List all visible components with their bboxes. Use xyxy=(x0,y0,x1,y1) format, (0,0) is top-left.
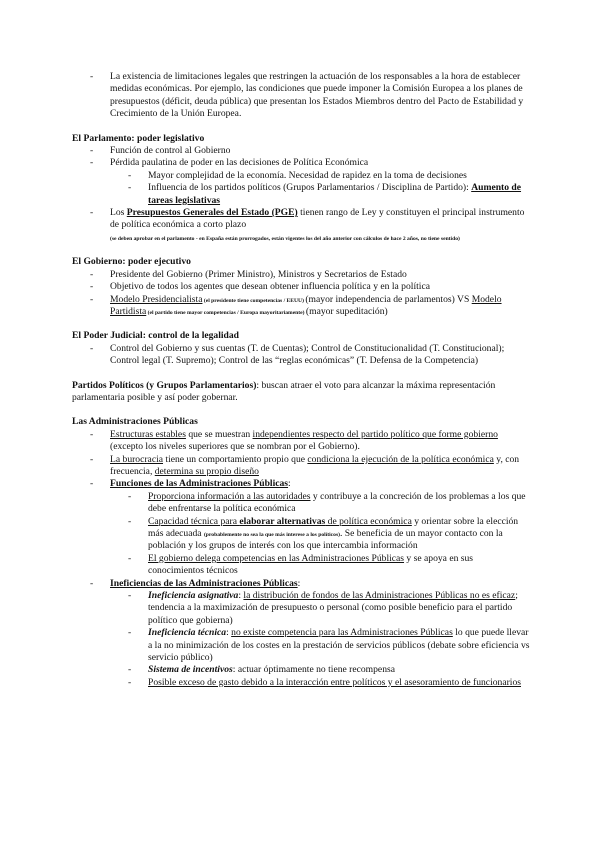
list-item xyxy=(72,207,530,244)
admin-list xyxy=(72,429,530,690)
admin-i2-t1: tiene un comportamiento propio que xyxy=(163,453,308,465)
admin-ineficiencias-heading: Ineficiencias de las Administraciones Públicas xyxy=(110,577,298,589)
admin-i2-u2: condiciona la ejecución de la política económica xyxy=(307,453,494,465)
list-item xyxy=(110,664,530,676)
bullet-dash: - xyxy=(128,552,132,564)
gobierno-item-3-note1: (el presidente tiene competencias / EEUU) xyxy=(202,297,306,304)
admin-f3-u: El gobierno delega competencias en las Administraciones Públicas xyxy=(148,552,405,564)
partidos-text: : buscan atraer el voto para alcanzar la máxima representación parlamentaria posible y así poder gobernar. xyxy=(72,379,496,403)
list-item xyxy=(110,590,530,627)
admin-f1-u: Proporciona información a las autoridades xyxy=(148,490,311,502)
parlamento-item-3-pre: Los xyxy=(110,207,127,219)
admin-e1-u: la distribución de fondos de las Administraciones Públicas no es eficaz xyxy=(243,590,516,602)
admin-funciones-heading: Funciones de las Administraciones Públicas xyxy=(110,478,289,490)
gobierno-heading xyxy=(72,256,530,268)
list-item xyxy=(72,157,530,207)
admin-e2-bi: Ineficiencia técnica xyxy=(148,627,227,639)
admin-f3-t: y se apoya en sus conocimientos técnicos xyxy=(148,552,474,577)
list-item xyxy=(110,553,530,578)
intro-text: La existencia de limitaciones legales que restringen la actuación de los responsables a la hora de establecer medidas económicas. Por ejemplo, las condiciones que puede imponer la Comisión Europea a los planes de presupuestos (déficit, deuda pública) que presentan los Estados Miembros dentro del Pacto de Estabilidad y Crecimiento de la Unión Europea. xyxy=(110,71,524,120)
gobierno-heading-b: : poder ejecutivo xyxy=(122,256,191,268)
gobierno-item-3-mid: (mayor independencia de parlamentos) VS xyxy=(305,293,472,305)
judicial-heading-b: : control de la legalidad xyxy=(142,330,240,342)
gobierno-item-3-note2: (el partido tiene mayor competencias / Europa mayoritariamente) xyxy=(146,309,306,316)
admin-f1-t: y contribuye a la concreción de los problemas a los que debe enfrentarse la política económica xyxy=(148,490,526,515)
intro-list xyxy=(72,71,530,121)
partidos-paragraph xyxy=(72,380,530,405)
judicial-list xyxy=(72,343,530,368)
admin-funciones-colon: : xyxy=(288,478,291,490)
parlamento-item-2: Pérdida paulatina de poder en las decisiones de Política Económica xyxy=(110,157,369,169)
admin-e3-bi: Sistema de incentivos xyxy=(148,664,233,676)
admin-e3-t: : actuar óptimamente no tiene recompensa xyxy=(232,664,395,676)
admin-i1-t2: (excepto los niveles superiores que se nombran por el Gobierno). xyxy=(110,441,360,453)
admin-f2-t1: y orientar sobre la elección más adecuada xyxy=(148,515,519,539)
parlamento-item-3-note: (se deben aprobar en el parlamento - en España están prorrogados, están vigentes los del año anterior con cálculos de hace 2 años, no tiene sentido) xyxy=(110,235,460,242)
bullet-dash: - xyxy=(90,428,94,440)
gobierno-item-3-u1: Modelo Presidencialista xyxy=(110,293,203,305)
bullet-dash: - xyxy=(128,590,132,602)
admin-heading xyxy=(72,416,530,428)
bullet-dash: - xyxy=(90,71,94,82)
bullet-dash: - xyxy=(128,490,132,502)
gobierno-item-3-end: (mayor supeditación) xyxy=(305,305,388,317)
admin-f2-bu: elaborar alternativas xyxy=(239,515,326,527)
bullet-dash: - xyxy=(128,676,132,688)
list-item xyxy=(72,281,530,293)
list-item xyxy=(110,677,530,689)
admin-e4-u: Posible exceso de gasto debido a la interacción entre políticos y el asesoramiento de funcionarios xyxy=(148,676,521,688)
parlamento-list xyxy=(72,145,530,244)
bullet-dash: - xyxy=(128,627,132,639)
list-item xyxy=(72,429,530,454)
judicial-heading xyxy=(72,330,530,342)
partidos-bold: Partidos Políticos (y Grupos Parlamentarios) xyxy=(72,379,257,391)
bullet-dash: - xyxy=(90,293,94,305)
admin-i2-u1: La burocracia xyxy=(110,453,163,465)
parlamento-heading xyxy=(72,133,530,145)
bullet-dash: - xyxy=(128,169,132,181)
parlamento-item-3-post: tienen rango de Ley y constituyen el principal instrumento de política económica a corto plazo xyxy=(110,207,525,231)
list-item xyxy=(72,269,530,281)
list-item xyxy=(72,294,530,319)
admin-e2-colon: : xyxy=(226,627,232,639)
parlamento-item-3-bold: Presupuestos Generales del Estado (PGE) xyxy=(126,207,298,219)
parlamento-sub-2: Influencia de los partidos políticos (Grupos Parlamentarios / Disciplina de Partido): xyxy=(148,182,472,194)
list-item xyxy=(110,491,530,516)
bullet-dash: - xyxy=(90,157,94,169)
bullet-dash: - xyxy=(90,478,94,490)
list-item xyxy=(110,516,530,553)
parlamento-heading-b: : poder legislativo xyxy=(131,132,205,144)
admin-e1-bi: Ineficiencia asignativa xyxy=(148,590,239,602)
parlamento-item-1: Función de control al Gobierno xyxy=(110,145,231,157)
list-item xyxy=(72,145,530,157)
admin-e1-t: ; tendencia a la maximización de presupuesto o personal (como posible beneficio para el partido político que gobierna) xyxy=(148,590,518,626)
admin-f2-u1: Capacidad técnica para xyxy=(148,515,240,527)
parlamento-sublist xyxy=(110,170,530,207)
admin-heading-text: Las Administraciones Públicas xyxy=(72,416,198,428)
parlamento-sub-2-bold: Aumento de tareas legislativas xyxy=(148,182,522,206)
parlamento-heading-a: El Parlamento xyxy=(72,132,132,144)
admin-i1-t1: que se muestran xyxy=(185,428,253,440)
admin-ineficiencias-list xyxy=(110,590,530,689)
list-item xyxy=(110,170,530,182)
list-item xyxy=(72,343,530,368)
admin-ineficiencias-colon: : xyxy=(297,577,301,589)
admin-e2-u: no existe competencia para las Administraciones Públicas xyxy=(231,627,453,639)
admin-f2-t2: . Se beneficia de un mayor contacto con la población y los grupos de interés con los que intercambia información xyxy=(148,528,503,552)
bullet-dash: - xyxy=(128,664,132,676)
bullet-dash: - xyxy=(90,453,94,465)
admin-f2-u2: de política económica xyxy=(325,515,412,527)
list-item xyxy=(72,478,530,577)
gobierno-item-1: Presidente del Gobierno (Primer Ministro), Ministros y Secretarios de Estado xyxy=(110,268,407,280)
list-item xyxy=(72,578,530,690)
admin-f2-note: (probablemente no sea la que más interese a los políticos) xyxy=(203,532,340,538)
judicial-heading-a: El Poder Judicial xyxy=(72,330,143,342)
bullet-dash: - xyxy=(128,182,132,194)
bullet-dash: - xyxy=(128,515,132,527)
admin-funciones-list xyxy=(110,491,530,578)
bullet-dash: - xyxy=(90,281,94,293)
parlamento-sub-1: Mayor complejidad de la economía. Necesidad de rapidez en la toma de decisiones xyxy=(148,169,467,181)
list-item xyxy=(110,182,530,207)
gobierno-heading-a: El Gobierno xyxy=(72,256,123,268)
gobierno-item-3-u2: Modelo Partidista xyxy=(110,293,502,317)
bullet-dash: - xyxy=(90,145,94,157)
gobierno-item-2: Objetivo de todos los agentes que desean obtener influencia política y en la política xyxy=(110,281,430,293)
list-item xyxy=(110,627,530,664)
admin-e2-t: lo que puede llevar a la no minimización de los costes en la prestación de servicios públicos (debate sobre eficiencia vs servicio público) xyxy=(148,627,530,664)
bullet-dash: - xyxy=(90,207,94,219)
intro-item xyxy=(72,71,530,121)
admin-i1-u1: Estructuras estables xyxy=(110,428,186,440)
bullet-dash: - xyxy=(90,268,94,280)
admin-i2-u3: determina su propio diseño xyxy=(154,465,259,477)
admin-e1-colon: : xyxy=(238,590,244,602)
judicial-item-1: Control del Gobierno y sus cuentas (T. de Cuentas); Control de Constitucionalidad (T. Constitucional); Control legal (T. Supremo); Control de las “reglas económicas” (T. Defensa de la Competencia) xyxy=(110,342,505,367)
list-item xyxy=(72,454,530,479)
gobierno-list xyxy=(72,269,530,319)
admin-i1-u2: independientes respecto del partido político que forme gobierno xyxy=(252,428,498,440)
admin-i2-t2: y, con frecuencia, xyxy=(110,453,520,477)
bullet-dash: - xyxy=(90,577,94,589)
bullet-dash: - xyxy=(90,342,94,354)
document-content xyxy=(72,71,530,689)
